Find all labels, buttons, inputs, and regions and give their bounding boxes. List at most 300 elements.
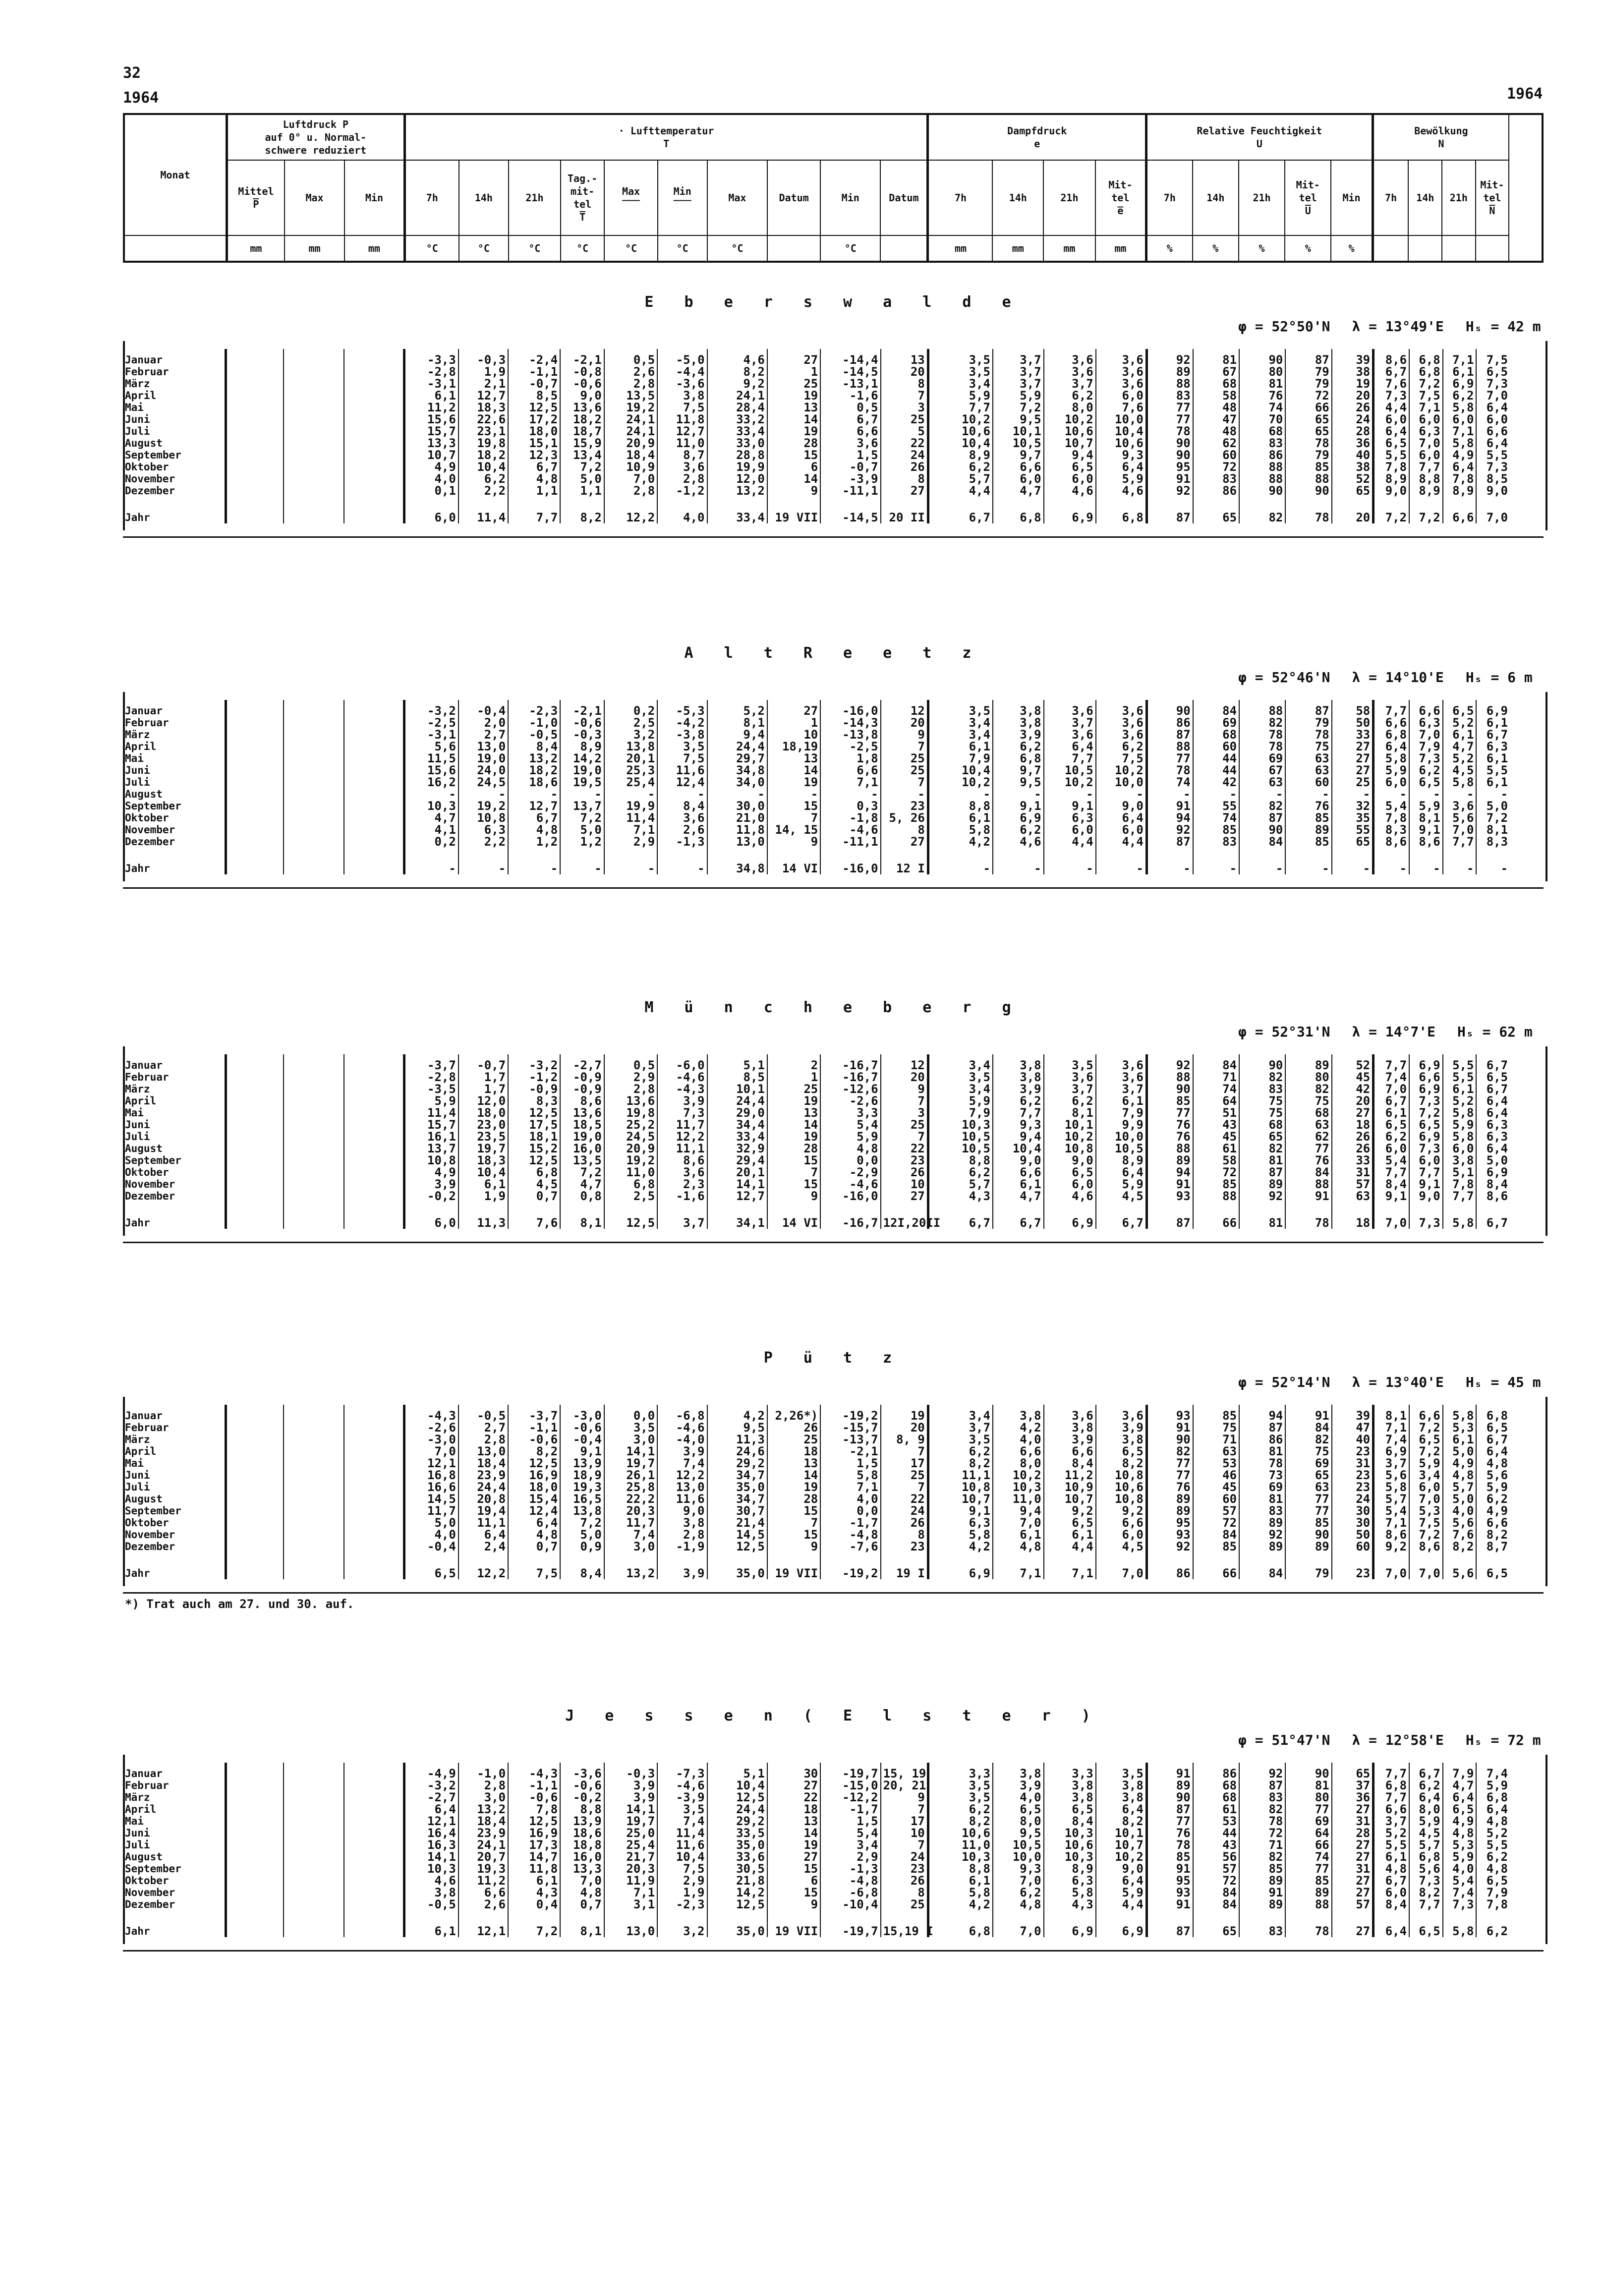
cell: 3,4 [928, 1083, 993, 1095]
cell: 7 [881, 1095, 928, 1107]
cell: - [1146, 788, 1193, 800]
cell: 3,7 [928, 1422, 993, 1434]
cell: 88 [1285, 1178, 1331, 1190]
cell: 65 [1332, 1763, 1374, 1779]
cell: 6,1 [928, 741, 993, 752]
cell: 6,0 [1044, 473, 1096, 485]
cell: 19,2 [458, 800, 508, 812]
cell: 12,5 [707, 1898, 767, 1910]
cell: 8 [881, 1529, 928, 1541]
cell: 25 [767, 1083, 820, 1095]
cell: 6,9 [928, 1552, 993, 1579]
cell: 82 [1239, 800, 1285, 812]
cell: 24,5 [458, 776, 508, 788]
cell: 6,4 [1476, 1445, 1510, 1457]
cell: -5,3 [657, 700, 707, 717]
cell: 45 [1193, 1481, 1239, 1493]
cell: 9,1 [560, 1445, 604, 1457]
cell: 6,0 [1443, 413, 1477, 425]
cell: 8,7 [657, 449, 707, 461]
cell: 7,0 [1374, 1083, 1409, 1095]
cell: 8,4 [560, 1552, 604, 1579]
cell: 3,4 [928, 717, 993, 729]
cell: 89 [1239, 1898, 1285, 1910]
coord-hs: Hₛ = 42 m [1465, 318, 1541, 335]
cell: 82 [1239, 717, 1285, 729]
cell: 3,7 [1374, 1815, 1409, 1827]
cell: 3,8 [993, 700, 1044, 717]
cell: 84 [1239, 1552, 1285, 1579]
cell: 6,1 [1443, 1434, 1477, 1445]
cell: 7,3 [1476, 378, 1510, 390]
cell: 30 [767, 1763, 820, 1779]
cell: 7,3 [1409, 752, 1443, 764]
cell: 10,0 [1096, 413, 1147, 425]
cell: 8,3 [508, 1095, 560, 1107]
cell: 9,0 [1096, 1863, 1147, 1875]
cell: 86 [1239, 1434, 1285, 1445]
cell: 7,7 [993, 1107, 1044, 1119]
cell: 44 [1193, 1827, 1239, 1839]
cell: -4,8 [820, 1875, 880, 1887]
cell: 65 [1285, 425, 1331, 437]
cell: 3,5 [928, 700, 993, 717]
cell: 6,1 [1374, 1851, 1409, 1863]
cell: 5,8 [928, 1887, 993, 1898]
cell: 5,5 [1443, 1071, 1477, 1083]
cell: 11,1 [458, 1517, 508, 1529]
row-label: April [125, 1095, 157, 1107]
cell: 7 [767, 1517, 820, 1529]
cell: 5,7 [1443, 1481, 1477, 1493]
cell: 4,8 [1374, 1863, 1409, 1875]
cell: 15,6 [404, 764, 458, 776]
cell: 82 [1146, 1445, 1193, 1457]
cell: 88 [1239, 461, 1285, 473]
cell: 7,4 [1443, 1887, 1477, 1898]
cell: 13,3 [560, 1863, 604, 1875]
cell: 6,8 [1476, 1405, 1510, 1422]
section-rule [123, 887, 1544, 889]
cell: 68 [1239, 1119, 1285, 1131]
cell: 3,7 [657, 1202, 707, 1229]
cell: 24 [881, 449, 928, 461]
cell: 27 [881, 1190, 928, 1202]
cell: 15,9 [560, 437, 604, 449]
cell: 24,4 [458, 1481, 508, 1493]
cell: 7,1 [1443, 349, 1477, 366]
cell: 17,2 [508, 413, 560, 425]
cell: 7,0 [993, 1517, 1044, 1529]
cell: 6,4 [1374, 741, 1409, 752]
cell: 7 [881, 776, 928, 788]
header-unit-15: mm [992, 235, 1043, 262]
cell: -16,0 [820, 700, 880, 717]
cell: 94 [1146, 1166, 1193, 1178]
cell: -0,7 [508, 378, 560, 390]
cell: 33,4 [707, 497, 767, 523]
cell: 0,3 [820, 800, 880, 812]
cell: 31 [1332, 1457, 1374, 1469]
cell: 15,7 [404, 425, 458, 437]
cell: 5,2 [1476, 1827, 1510, 1839]
cell: 6,3 [1409, 717, 1443, 729]
cell: 21,0 [707, 812, 767, 824]
cell: 89 [1239, 1517, 1285, 1529]
cell: 11,5 [404, 752, 458, 764]
row-label: Oktober [125, 1166, 169, 1178]
cell: 8 [881, 824, 928, 836]
cell: 87 [1146, 497, 1193, 523]
header-col-10: Max [707, 160, 767, 235]
cell: 8,8 [928, 1863, 993, 1875]
cell: 7,5 [508, 1552, 560, 1579]
row-label: März [125, 378, 150, 390]
cell: 10,6 [928, 425, 993, 437]
row-label: November [125, 1529, 175, 1541]
cell: 33,4 [707, 425, 767, 437]
row-label: April [125, 1803, 157, 1815]
cell: 6,2 [1409, 764, 1443, 776]
cell: 3,6 [1096, 366, 1147, 378]
row-label: Juni [125, 764, 150, 776]
header-col-3: Min [344, 160, 404, 235]
cell: 8,9 [1096, 1154, 1147, 1166]
cell: -3,2 [404, 700, 458, 717]
cell: - [1476, 848, 1510, 874]
cell: 11,1 [928, 1469, 993, 1481]
cell: 9 [767, 485, 820, 497]
cell: 3,0 [604, 1541, 657, 1552]
cell: - [1443, 848, 1477, 874]
cell: 3,7 [1374, 1457, 1409, 1469]
cell: 6,1 [1443, 729, 1477, 741]
cell: 21,7 [604, 1851, 657, 1863]
cell: 9,5 [993, 1827, 1044, 1839]
cell: 4,6 [1044, 485, 1096, 497]
cell: 23 [1332, 1552, 1374, 1579]
cell: 65 [1332, 836, 1374, 848]
cell: 39 [1332, 1405, 1374, 1422]
cell: 5,2 [1443, 1095, 1477, 1107]
cell: 13,4 [560, 449, 604, 461]
row-label: September [125, 1505, 181, 1517]
cell: 65 [1285, 413, 1331, 425]
cell: 85 [1285, 1517, 1331, 1529]
cell: 6,8 [993, 497, 1044, 523]
cell: 75 [1239, 1095, 1285, 1107]
cell: 4,5 [1096, 1541, 1147, 1552]
cell: 6,0 [404, 1202, 458, 1229]
coord-phi: φ = 52°50'N [1238, 318, 1330, 335]
cell: 92 [1146, 1054, 1193, 1071]
cell: 60 [1193, 449, 1239, 461]
cell: 90 [1239, 349, 1285, 366]
row-label: Jahr [125, 1567, 150, 1579]
cell: 0,5 [820, 402, 880, 413]
cell: 9,5 [993, 413, 1044, 425]
cell: 3 [881, 402, 928, 413]
cell: 5,8 [1443, 1405, 1477, 1422]
cell: 15,6 [404, 413, 458, 425]
cell: -19,2 [820, 1405, 880, 1422]
cell: 5,9 [1096, 1887, 1147, 1898]
cell: 4,9 [404, 461, 458, 473]
cell: 10,3 [928, 1119, 993, 1131]
cell: 8,1 [1374, 1405, 1409, 1422]
cell: 6,1 [993, 1529, 1044, 1541]
row-label: Januar [125, 1768, 163, 1779]
cell: -0,7 [458, 1054, 508, 1071]
cell: 5,9 [1096, 473, 1147, 485]
cell: 5,3 [1409, 1505, 1443, 1517]
cell: 3,6 [1096, 378, 1147, 390]
cell: 3,6 [1096, 1405, 1147, 1422]
cell: 6,0 [1044, 1178, 1096, 1190]
cell: 9 [767, 1898, 820, 1910]
cell: 0,4 [508, 1898, 560, 1910]
cell: -3,3 [404, 349, 458, 366]
cell: 15 [767, 1887, 820, 1898]
cell: 8,1 [1409, 812, 1443, 824]
cell: 44 [1193, 764, 1239, 776]
header-col-24: 14h [1408, 160, 1442, 235]
cell: 25 [881, 764, 928, 776]
cell: 4,8 [508, 473, 560, 485]
cell: 6,2 [993, 824, 1044, 836]
cell: 4,0 [657, 497, 707, 523]
cell: 0,7 [508, 1541, 560, 1552]
cell: 6,7 [1096, 1202, 1147, 1229]
cell: -2,1 [560, 349, 604, 366]
cell: 7,0 [1443, 824, 1477, 836]
row-label: Januar [125, 705, 163, 717]
cell: -12,6 [820, 1083, 880, 1095]
cell: 2,8 [458, 1434, 508, 1445]
cell: 2,8 [657, 473, 707, 485]
cell: 19 [767, 425, 820, 437]
cell: 11,4 [404, 1107, 458, 1119]
cell: 66 [1285, 1839, 1331, 1851]
cell: 8,1 [560, 1910, 604, 1937]
cell: 15,19 I [881, 1910, 928, 1937]
cell: 18,6 [508, 776, 560, 788]
cell: 2,7 [458, 1422, 508, 1434]
cell: -2,3 [657, 1898, 707, 1910]
cell: 32 [1332, 800, 1374, 812]
cell: 9 [767, 1541, 820, 1552]
cell: -0,5 [458, 1405, 508, 1422]
header-unit-25 [1442, 235, 1476, 262]
cell: 27 [767, 700, 820, 717]
cell: 14 [767, 413, 820, 425]
cell: 75 [1285, 1445, 1331, 1457]
cell: 11,2 [458, 1875, 508, 1887]
cell: 33,2 [707, 413, 767, 425]
cell: 78 [1146, 425, 1193, 437]
header-monat: Monat [124, 114, 227, 235]
cell: 84 [1193, 1898, 1239, 1910]
cell: 19,2 [604, 402, 657, 413]
row-label: September [125, 1154, 181, 1166]
cell: 4,9 [1443, 1457, 1477, 1469]
cell: -0,4 [560, 1434, 604, 1445]
cell: 24,4 [707, 1803, 767, 1815]
cell: -4,6 [820, 1178, 880, 1190]
cell: 24,4 [707, 741, 767, 752]
cell: 10,0 [1096, 1131, 1147, 1143]
cell: 19 I [881, 1552, 928, 1579]
cell: 3,5 [1096, 1763, 1147, 1779]
cell: 87 [1146, 836, 1193, 848]
cell: -2,7 [404, 1791, 458, 1803]
cell: 6,4 [1374, 425, 1409, 437]
cell: 8,4 [1044, 1815, 1096, 1827]
cell: 4,4 [928, 485, 993, 497]
cell: 13 [881, 349, 928, 366]
cell: - [881, 788, 928, 800]
cell: 26 [767, 1422, 820, 1434]
cell: 79 [1285, 1552, 1331, 1579]
cell: 7,4 [657, 1815, 707, 1827]
cell: 13,0 [657, 1481, 707, 1493]
cell: 6,5 [1044, 461, 1096, 473]
cell: -0,7 [820, 461, 880, 473]
cell: 4,2 [928, 1898, 993, 1910]
cell: 85 [1146, 1851, 1193, 1863]
cell: 8,6 [1409, 836, 1443, 848]
cell: 58 [1193, 1154, 1239, 1166]
cell: - [1332, 788, 1374, 800]
cell: 6,4 [404, 1803, 458, 1815]
cell: 6,1 [1476, 776, 1510, 788]
cell: 75 [1285, 1095, 1331, 1107]
cell: 29,4 [707, 1154, 767, 1166]
cell: 13 [767, 1107, 820, 1119]
cell: 4,5 [1096, 1190, 1147, 1202]
cell: 24,6 [707, 1445, 767, 1457]
cell: 24 [1332, 413, 1374, 425]
cell: - [1443, 788, 1477, 800]
cell: -6,0 [657, 1054, 707, 1071]
cell: - [560, 788, 604, 800]
cell: 3,7 [1096, 1083, 1147, 1095]
cell: 3,8 [993, 1054, 1044, 1071]
cell: 14,1 [707, 1178, 767, 1190]
row-label: Dezember [125, 1898, 175, 1910]
cell: 76 [1285, 1154, 1331, 1166]
cell: 9,2 [1096, 1505, 1147, 1517]
cell: 19,7 [604, 1457, 657, 1469]
cell: 67 [1193, 366, 1239, 378]
cell: 0,7 [560, 1898, 604, 1910]
cell: 76 [1146, 1131, 1193, 1143]
cell: 81 [1239, 1493, 1285, 1505]
cell: 14 [767, 473, 820, 485]
cell: 14,2 [560, 752, 604, 764]
cell: -0,4 [404, 1541, 458, 1552]
cell: 7,0 [993, 1875, 1044, 1887]
cell: 65 [1193, 497, 1239, 523]
cell: 6,5 [1096, 1445, 1147, 1457]
cell: 15 [767, 449, 820, 461]
cell: 9,5 [707, 1422, 767, 1434]
header-col-17: Mit- tel e̅ [1095, 160, 1146, 235]
cell: 26 [881, 1875, 928, 1887]
cell: 5,2 [1443, 752, 1477, 764]
cell: 4,2 [707, 1405, 767, 1422]
cell: 11,0 [604, 1166, 657, 1178]
cell: 7,6 [1096, 402, 1147, 413]
cell: 9,1 [1409, 1178, 1443, 1190]
cell: 51 [1193, 1107, 1239, 1119]
cell: 7,5 [1409, 390, 1443, 402]
row-label: September [125, 1863, 181, 1875]
cell: 72 [1193, 1875, 1239, 1887]
cell: 6,8 [604, 1178, 657, 1190]
header-unit-1: mm [227, 235, 285, 262]
cell: 75 [1239, 1107, 1285, 1119]
cell: 34,4 [707, 1119, 767, 1131]
cell: 6,0 [1096, 390, 1147, 402]
cell: 89 [1239, 1178, 1285, 1190]
cell: 10,3 [1044, 1827, 1096, 1839]
cell: 4,9 [1443, 1815, 1477, 1827]
cell: 8,0 [993, 1457, 1044, 1469]
station-coordinates [1238, 1024, 1554, 1040]
cell: -2,5 [820, 741, 880, 752]
cell: 55 [1193, 800, 1239, 812]
cell: 33,5 [707, 1827, 767, 1839]
cell: 9,0 [1409, 1190, 1443, 1202]
cell: 6,1 [928, 1875, 993, 1887]
cell: 24,4 [707, 1095, 767, 1107]
cell: 10,3 [993, 1481, 1044, 1493]
cell: 5,8 [1443, 1202, 1477, 1229]
cell: 63 [1285, 752, 1331, 764]
cell: 63 [1239, 776, 1285, 788]
row-label: Dezember [125, 1190, 175, 1202]
cell: 8,4 [1044, 1457, 1096, 1469]
cell: 6,7 [1374, 1095, 1409, 1107]
cell: 33,4 [707, 1131, 767, 1143]
cell: 6,8 [1409, 349, 1443, 366]
cell: 18,2 [458, 449, 508, 461]
cell: 7,2 [560, 812, 604, 824]
cell: 18,9 [560, 1469, 604, 1481]
cell: 18,7 [560, 425, 604, 437]
cell: 7,2 [1409, 1422, 1443, 1434]
cell: 5,0 [560, 824, 604, 836]
cell: 2,9 [657, 1875, 707, 1887]
cell: 7,1 [1044, 1552, 1096, 1579]
cell: 9,0 [993, 1154, 1044, 1166]
cell: 12,2 [657, 1131, 707, 1143]
cell: 81 [1239, 1445, 1285, 1457]
cell: -3,6 [657, 378, 707, 390]
cell: 8 [881, 473, 928, 485]
cell: 7,9 [1476, 1887, 1510, 1898]
cell: 84 [1239, 836, 1285, 848]
cell: 2,8 [458, 1779, 508, 1791]
cell: 91 [1146, 1863, 1193, 1875]
cell: 20,9 [604, 437, 657, 449]
cell: -2,6 [820, 1095, 880, 1107]
cell: 6,2 [1374, 1131, 1409, 1143]
cell: 60 [1193, 1493, 1239, 1505]
cell: - [657, 788, 707, 800]
cell: 18 [767, 1803, 820, 1815]
